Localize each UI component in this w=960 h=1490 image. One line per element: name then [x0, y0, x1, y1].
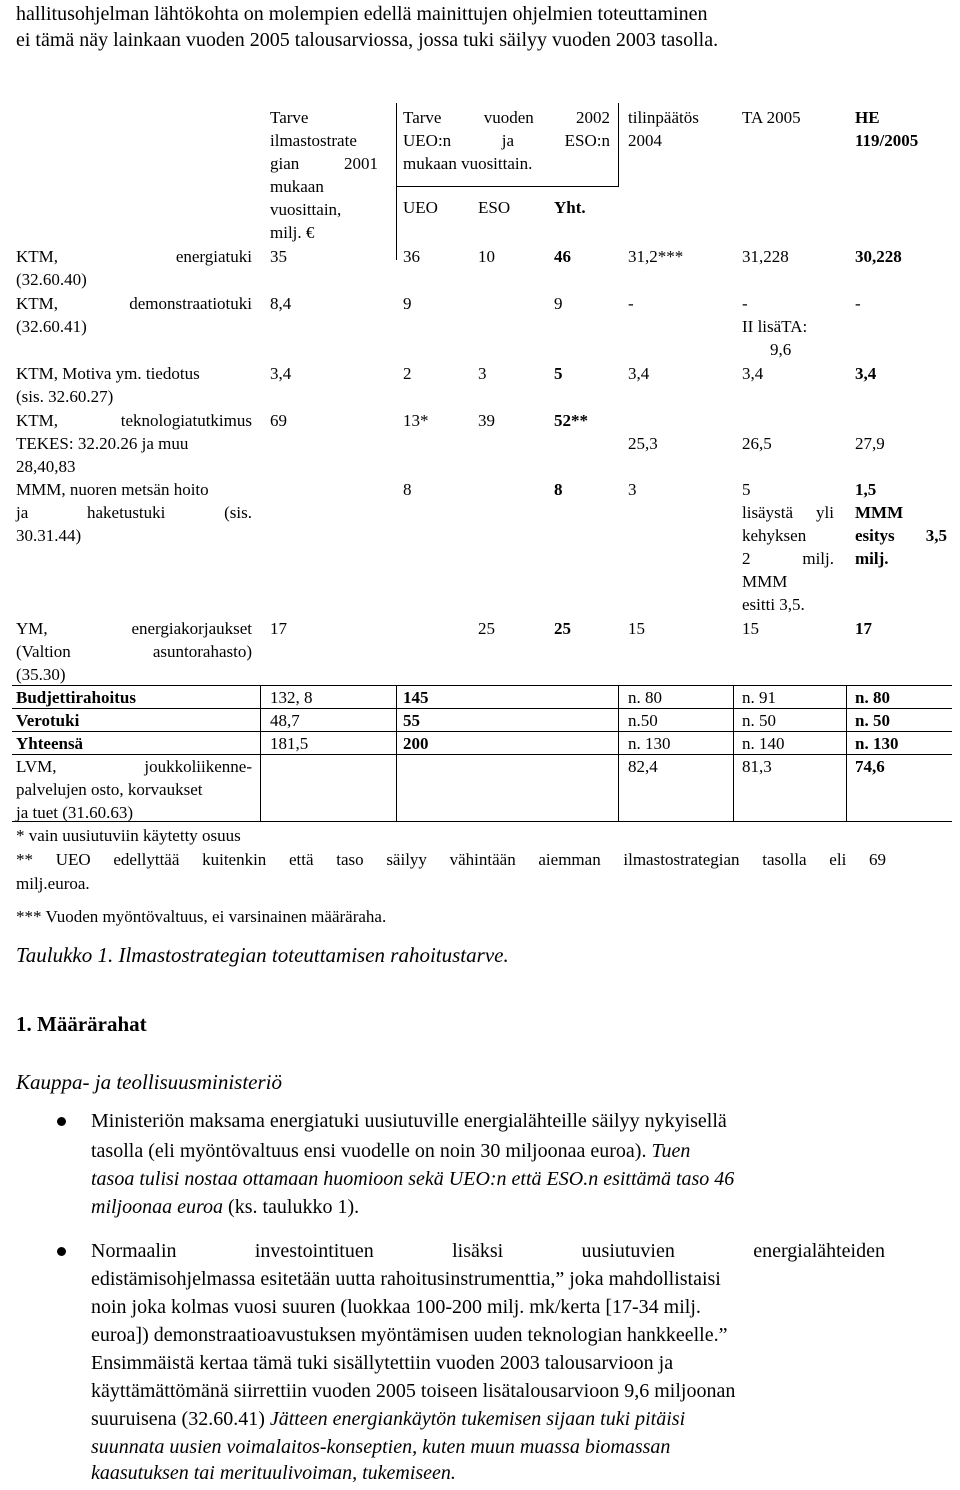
table-rule [12, 821, 952, 822]
footnote-3: *** Vuoden myöntövaltuus, ei varsinainen määräraha. [16, 907, 387, 926]
section-heading: 1. Määrärahat [16, 1012, 147, 1036]
table-rule [396, 186, 619, 187]
table-rule [618, 103, 619, 187]
header-tp-2: 2004 [628, 131, 662, 150]
table-rule [12, 685, 952, 686]
header-he-2: 119/2005 [855, 131, 919, 150]
intro-line-2: ei tämä näy lainkaan vuoden 2005 talousarviossa, jossa tuki säilyy vuoden 2003 tasolla. [16, 29, 719, 51]
table-rule [12, 708, 952, 709]
intro-line-1: hallitusohjelman lähtökohta on molempien edellä mainittujen ohjelmien toteuttaminen [16, 3, 708, 25]
table-rule [396, 103, 397, 260]
bullet-icon [57, 1247, 66, 1256]
section-subheading: Kauppa- ja teollisuusministeriö [16, 1070, 283, 1094]
footnote-1: * vain uusiutuviin käytetty osuus [16, 826, 241, 845]
footnote-2b: milj.euroa. [16, 874, 90, 893]
footnote-2: ** UEO edellyttää kuitenkin että taso säilyy vähintään aiemman ilmastostrategian tasolla eli 69 [16, 850, 886, 869]
bullet-icon [57, 1117, 66, 1126]
header-ta: TA 2005 [742, 108, 801, 127]
table-rule [12, 731, 952, 732]
header-he-1: HE [855, 108, 880, 127]
header-tp-1: tilinpäätös [628, 108, 699, 127]
table-caption: Taulukko 1. Ilmastostrategian toteuttamisen rahoitustarve. [16, 943, 509, 967]
